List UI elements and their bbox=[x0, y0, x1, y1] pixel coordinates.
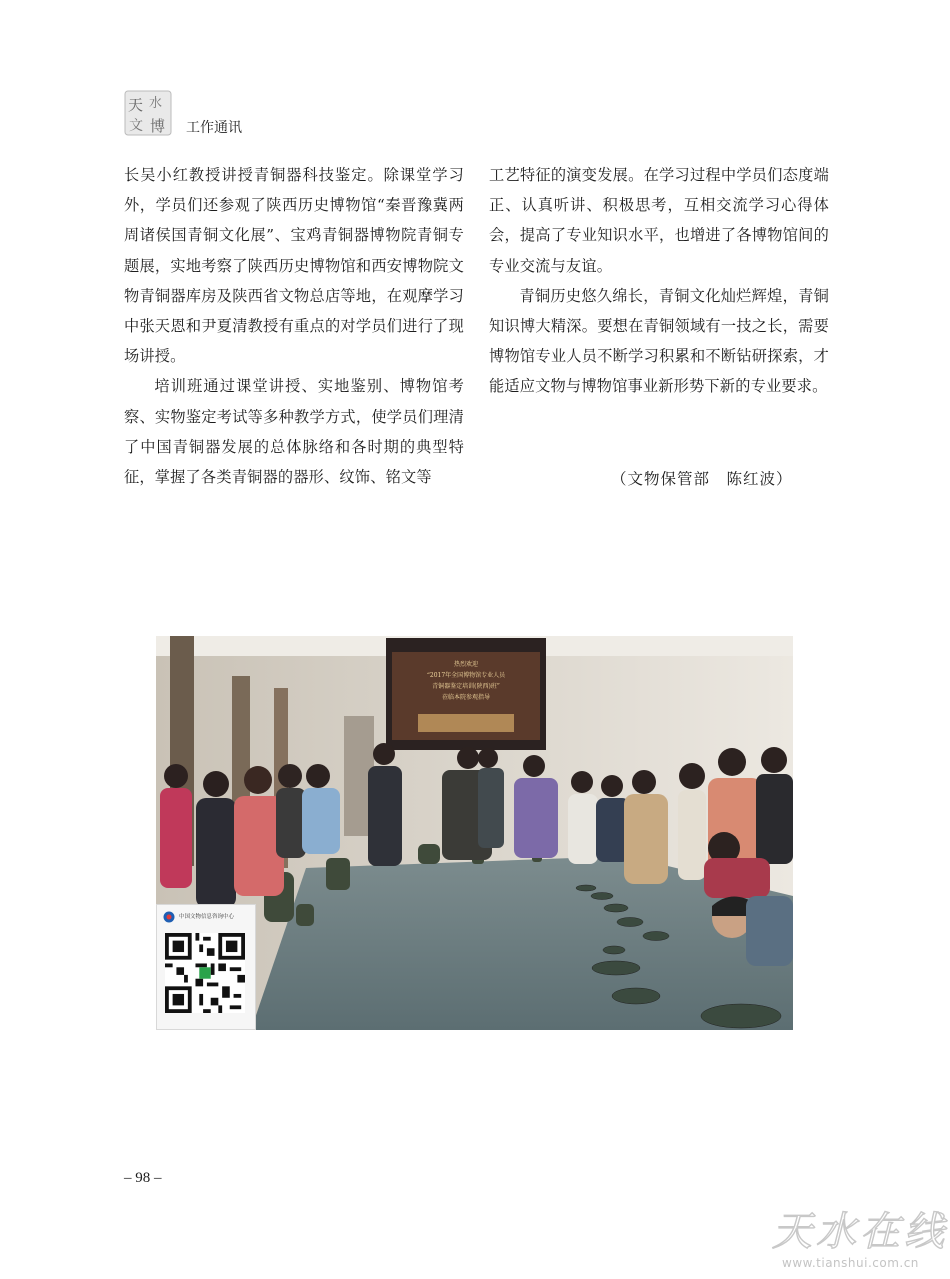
org-logo-icon bbox=[163, 911, 175, 923]
watermark-text: 天水在线 bbox=[772, 1209, 948, 1255]
paragraph: 青铜历史悠久绵长，青铜文化灿烂辉煌，青铜知识博大精深。要想在青铜领域有一技之长，需要博物馆专业人员不断学习积累和不断钻研探索，才能适应文物与博物馆事业新形势下新的专业要求。 bbox=[489, 286, 829, 396]
svg-text:博: 博 bbox=[150, 117, 166, 135]
svg-text:水: 水 bbox=[149, 96, 163, 111]
paragraph: 培训班通过课堂讲授、实地鉴别、博物馆考察、实物鉴定考试等多种教学方式，使学员们理清了中国青铜器发展的总体脉络和各时期的典型特征，掌握了各类青铜器的器形、纹饰、铭文等 bbox=[124, 377, 464, 487]
page-number: – 98 – bbox=[124, 1170, 162, 1186]
watermark bbox=[770, 1200, 948, 1276]
section-title: 工作通讯 bbox=[186, 120, 242, 136]
watermark-url: www.tianshui.com.cn bbox=[782, 1256, 919, 1270]
svg-text:“2017年全国博物馆专业人员: “2017年全国博物馆专业人员 bbox=[426, 672, 506, 679]
qr-code-card bbox=[156, 904, 256, 1030]
left-column bbox=[124, 160, 464, 492]
svg-text:天: 天 bbox=[128, 96, 144, 114]
svg-text:青铜器鉴定培训(陕西)班”: 青铜器鉴定培训(陕西)班” bbox=[432, 683, 500, 690]
training-photo bbox=[156, 636, 793, 1030]
svg-text:热烈欢迎: 热烈欢迎 bbox=[453, 661, 479, 668]
paragraph: 工艺特征的演变发展。在学习过程中学员们态度端正、认真听讲、积极思考，互相交流学习心得体会，提高了专业知识水平，也增进了各博物馆间的专业交流与友谊。 bbox=[489, 166, 829, 275]
qr-code-icon bbox=[165, 933, 245, 1013]
svg-text:文: 文 bbox=[129, 118, 143, 134]
svg-text:莅临本院参观指导: 莅临本院参观指导 bbox=[441, 694, 491, 701]
projector-screen bbox=[386, 638, 546, 750]
qr-org-name: 中国文物信息咨询中心 bbox=[179, 914, 235, 920]
right-column bbox=[489, 160, 829, 402]
author-signature: （文物保管部 陈红波） bbox=[611, 470, 793, 488]
magazine-logo bbox=[124, 90, 172, 136]
paragraph: 长吴小红教授讲授青铜器科技鉴定。除课堂学习外，学员们还参观了陕西历史博物馆“秦晋豫冀两周诸侯国青铜文化展”、宝鸡青铜器博物院青铜专题展，实地考察了陕西历史博物馆和西安博物院文物青铜器库房及陕西省文物总店等地，在观摩学习中张天恩和尹夏清教授有重点的对学员们进行了现场讲授。 bbox=[124, 166, 464, 366]
